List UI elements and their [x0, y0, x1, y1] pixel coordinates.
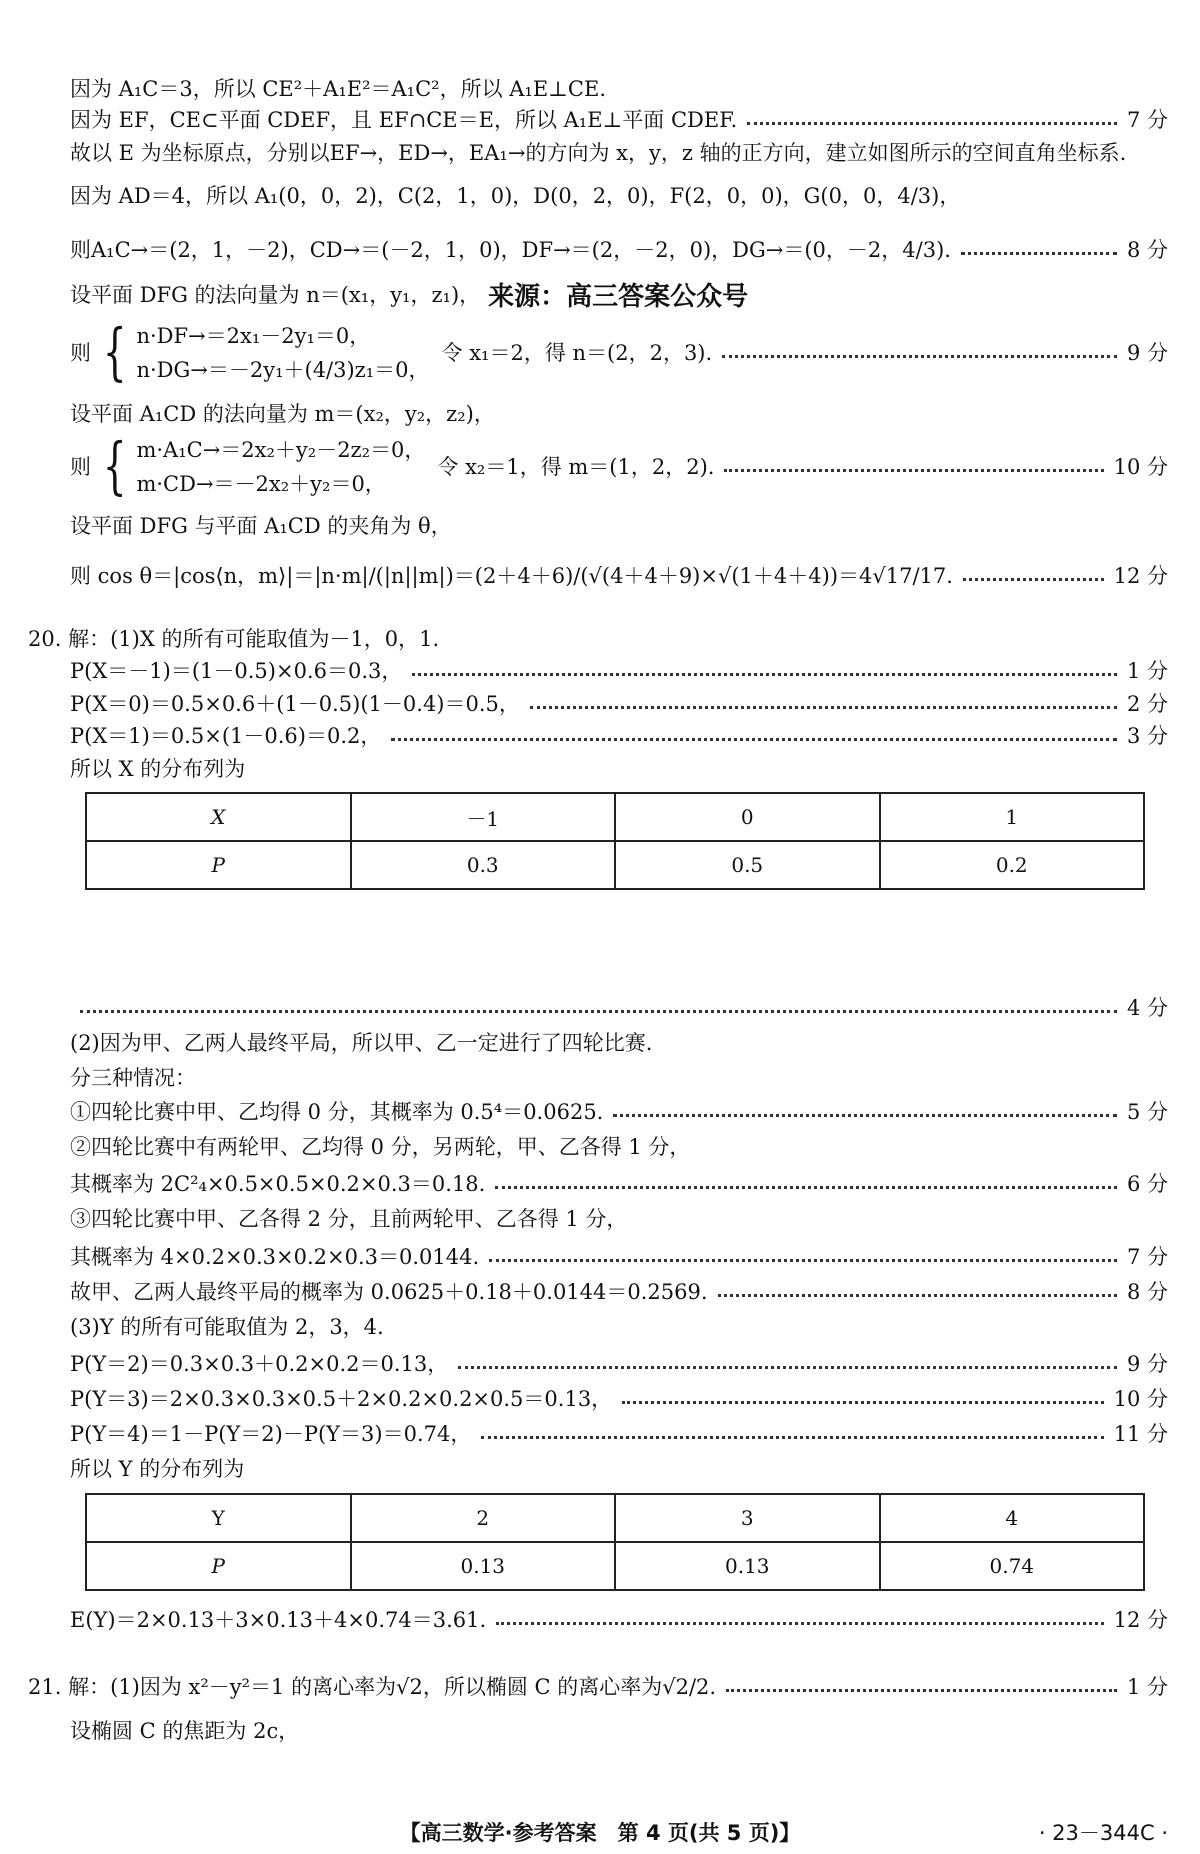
dot-leader [489, 1259, 1117, 1262]
text-line [70, 102, 1168, 136]
line-text: P(X＝－1)＝(1－0.5)×0.6＝0.3， [70, 659, 403, 683]
system-eq-1: n·DF→＝2x₁－2y₁＝0， [136, 324, 371, 348]
score: 10 分 [1113, 1387, 1168, 1411]
page-footer [0, 1813, 1200, 1847]
distribution-table-y [85, 1493, 1145, 1591]
dot-leader [726, 1689, 1117, 1692]
table-cell: 0.2 [880, 841, 1145, 889]
table-cell: 0.3 [351, 841, 616, 889]
line-text: 其概率为 2C²₄×0.5×0.5×0.2×0.3＝0.18. [70, 1172, 486, 1196]
system-result: 令 x₁＝2，得 n＝(2，2，3). [441, 341, 713, 365]
dot-leader [613, 1114, 1117, 1117]
text-line [70, 1025, 1168, 1059]
system-eq-1: m·A₁C→＝2x₂＋y₂－2z₂＝0， [136, 438, 426, 462]
line-text: E(Y)＝2×0.13＋3×0.13＋4×0.74＝3.61. [70, 1608, 487, 1632]
text-line [70, 1602, 1168, 1636]
text-line [70, 1201, 1168, 1235]
table-cell: 0.13 [351, 1542, 616, 1590]
table-cell: 0.13 [615, 1542, 880, 1590]
text-line [70, 1239, 1168, 1273]
table-cell: P [86, 1542, 351, 1590]
text-line [70, 1166, 1168, 1200]
score: 5 分 [1126, 1100, 1168, 1124]
dot-leader [718, 1294, 1117, 1297]
dot-leader [496, 1622, 1103, 1625]
dot-leader [722, 355, 1117, 358]
line-text: P(Y＝2)＝0.3×0.3＋0.2×0.2＝0.13， [70, 1352, 449, 1376]
line-text: 所以 X 的分布列为 [70, 757, 246, 781]
dot-leader [530, 706, 1117, 709]
line-text: 其概率为 4×0.2×0.3×0.2×0.3＝0.0144. [70, 1245, 480, 1269]
line-text: ③四轮比赛中甲、乙各得 2 分，且前两轮甲、乙各得 1 分， [70, 1207, 628, 1231]
table-cell: 4 [880, 1494, 1145, 1542]
table-row [86, 1542, 1144, 1590]
line-text: ②四轮比赛中有两轮甲、乙均得 0 分，另两轮，甲、乙各得 1 分， [70, 1135, 691, 1159]
line-text: 故甲、乙两人最终平局的概率为 0.0625＋0.18＋0.0144＝0.2569. [70, 1280, 708, 1304]
score: 6 分 [1126, 1172, 1168, 1196]
score: 7 分 [1126, 108, 1168, 132]
line-text: 因为 EF，CE⊂平面 CDEF，且 EF∩CE＝E，所以 A₁E⊥平面 CDEF. [70, 108, 738, 132]
score: 8 分 [1126, 1280, 1168, 1304]
system-label: 则 [70, 341, 91, 365]
text-line [70, 1274, 1168, 1308]
line-text: P(X＝0)＝0.5×0.6＋(1－0.5)(1－0.4)＝0.5， [70, 692, 520, 716]
text-line [70, 555, 1168, 595]
line-text: 设平面 A₁CD 的法向量为 m＝(x₂，y₂，z₂)， [70, 402, 495, 426]
score: 1 分 [1126, 1675, 1168, 1699]
text-line [70, 135, 1168, 169]
dot-leader [495, 1186, 1117, 1189]
text-line [28, 1666, 1168, 1706]
brace-icon: { [102, 429, 127, 502]
line-text: P(Y＝4)＝1－P(Y＝2)－P(Y＝3)＝0.74， [70, 1422, 472, 1446]
text-line [70, 71, 1168, 105]
line-text: (2)因为甲、乙两人最终平局，所以甲、乙一定进行了四轮比赛. [70, 1031, 653, 1055]
table-row [86, 841, 1144, 889]
line-text: 因为 AD＝4，所以 A₁(0，0，2)，C(2，1，0)，D(0，2，0)，F(2，0，0)，G(0，0，4/3)， [70, 184, 961, 208]
dot-leader [412, 673, 1117, 676]
score: 11 分 [1113, 1422, 1168, 1446]
table-cell: 0 [615, 793, 880, 841]
dot-leader [961, 252, 1117, 255]
distribution-table-x [85, 792, 1145, 890]
table-cell: 0.74 [880, 1542, 1145, 1590]
dot-leader [481, 1436, 1103, 1439]
dot-leader [622, 1401, 1103, 1404]
system-eq-2: m·CD→＝－2x₂＋y₂＝0， [136, 472, 386, 496]
text-line [70, 686, 1168, 720]
score: 3 分 [1126, 724, 1168, 748]
score: 9 分 [1126, 1352, 1168, 1376]
equation-system-2 [70, 430, 1168, 502]
line-text: 20. 解：(1)X 的所有可能取值为－1，0，1. [28, 627, 440, 651]
footer-title: 【高三数学·参考答案 第 4 页(共 5 页)】 [399, 1821, 801, 1845]
line-text: P(Y＝3)＝2×0.3×0.3×0.5＋2×0.2×0.2×0.5＝0.13， [70, 1387, 613, 1411]
text-line [70, 990, 1168, 1024]
text-line [70, 1346, 1168, 1380]
text-line [70, 232, 1168, 266]
system-eq-2: n·DG→＝－2y₁＋(4/3)z₁＝0， [136, 358, 430, 382]
text-line [70, 1060, 1168, 1094]
line-text: 则A₁C→＝(2，1，－2)，CD→＝(－2，1，0)，DF→＝(2，－2，0)，DG→＝(0，－2，4/3). [70, 238, 951, 262]
text-line [70, 1381, 1168, 1415]
score: 2 分 [1126, 692, 1168, 716]
text-line [70, 1309, 1168, 1343]
system-equations [136, 320, 429, 384]
text-line [70, 396, 1168, 430]
score: 12 分 [1113, 1608, 1168, 1632]
line-text: ①四轮比赛中甲、乙均得 0 分，其概率为 0.5⁴＝0.0625. [70, 1100, 604, 1124]
table-row [86, 1494, 1144, 1542]
table-cell: 3 [615, 1494, 880, 1542]
table-cell: 0.5 [615, 841, 880, 889]
text-line [70, 1713, 1168, 1747]
text-line [70, 1094, 1168, 1128]
line-text: 分三种情况： [70, 1066, 196, 1090]
line-text: 故以 E 为坐标原点，分别以EF→，ED→，EA₁→的方向为 x，y，z 轴的正方向，建立如图所示的空间直角坐标系. [70, 141, 1127, 165]
dot-leader [724, 469, 1103, 472]
system-equations [136, 434, 425, 498]
line-text: P(X＝1)＝0.5×(1－0.6)＝0.2， [70, 724, 382, 748]
table-cell: Y [86, 1494, 351, 1542]
footer-code: · 23－344C · [1038, 1821, 1168, 1845]
line-text: 21. 解：(1)因为 x²－y²＝1 的离心率为√2，所以椭圆 C 的离心率为√2/2. [28, 1675, 717, 1699]
text-line [28, 621, 1168, 655]
line-text: (3)Y 的所有可能取值为 2，3，4. [70, 1315, 384, 1339]
line-text: 设椭圆 C 的焦距为 2c， [70, 1719, 300, 1743]
table-cell: X [86, 793, 351, 841]
system-label: 则 [70, 455, 91, 479]
dot-leader [963, 578, 1104, 581]
text-line [70, 508, 1168, 542]
table-cell: 2 [351, 1494, 616, 1542]
score: 10 分 [1113, 455, 1168, 479]
dot-leader [391, 738, 1117, 741]
text-line [70, 1416, 1168, 1450]
score: 1 分 [1126, 659, 1168, 683]
score: 7 分 [1126, 1245, 1168, 1269]
brace-icon: { [102, 315, 127, 388]
table-cell: P [86, 841, 351, 889]
line-text: 则 cos θ＝|cos⟨n，m⟩|＝|n·m|/(|n||m|)＝(2＋4＋6)/(√(4＋4＋9)×√(1＋4＋4))＝4√17/17. [70, 564, 953, 588]
system-result: 令 x₂＝1，得 m＝(1，2，2). [437, 455, 715, 479]
watermark-text: 来源：高三答案公众号 [488, 281, 749, 312]
text-line [70, 277, 1168, 311]
line-text: 因为 A₁C＝3，所以 CE²＋A₁E²＝A₁C²，所以 A₁E⊥CE. [70, 77, 606, 101]
line-text: 设平面 DFG 与平面 A₁CD 的夹角为 θ， [70, 514, 452, 538]
score: 4 分 [1126, 996, 1168, 1020]
score: 8 分 [1126, 238, 1168, 262]
text-line [70, 751, 1168, 785]
text-line [70, 653, 1168, 687]
table-row [86, 793, 1144, 841]
table-cell: 1 [880, 793, 1145, 841]
text-line [70, 1451, 1168, 1485]
table-cell: －1 [351, 793, 616, 841]
text-line [70, 718, 1168, 752]
text-line [70, 1129, 1168, 1163]
text-line [70, 178, 1168, 212]
line-text: 所以 Y 的分布列为 [70, 1457, 245, 1481]
dot-leader [80, 1010, 1117, 1013]
line-text: 设平面 DFG 的法向量为 n＝(x₁，y₁，z₁)， [70, 283, 481, 307]
dot-leader [458, 1366, 1117, 1369]
score: 9 分 [1126, 341, 1168, 365]
equation-system-1 [70, 316, 1168, 388]
score: 12 分 [1113, 564, 1168, 588]
dot-leader [747, 122, 1117, 125]
